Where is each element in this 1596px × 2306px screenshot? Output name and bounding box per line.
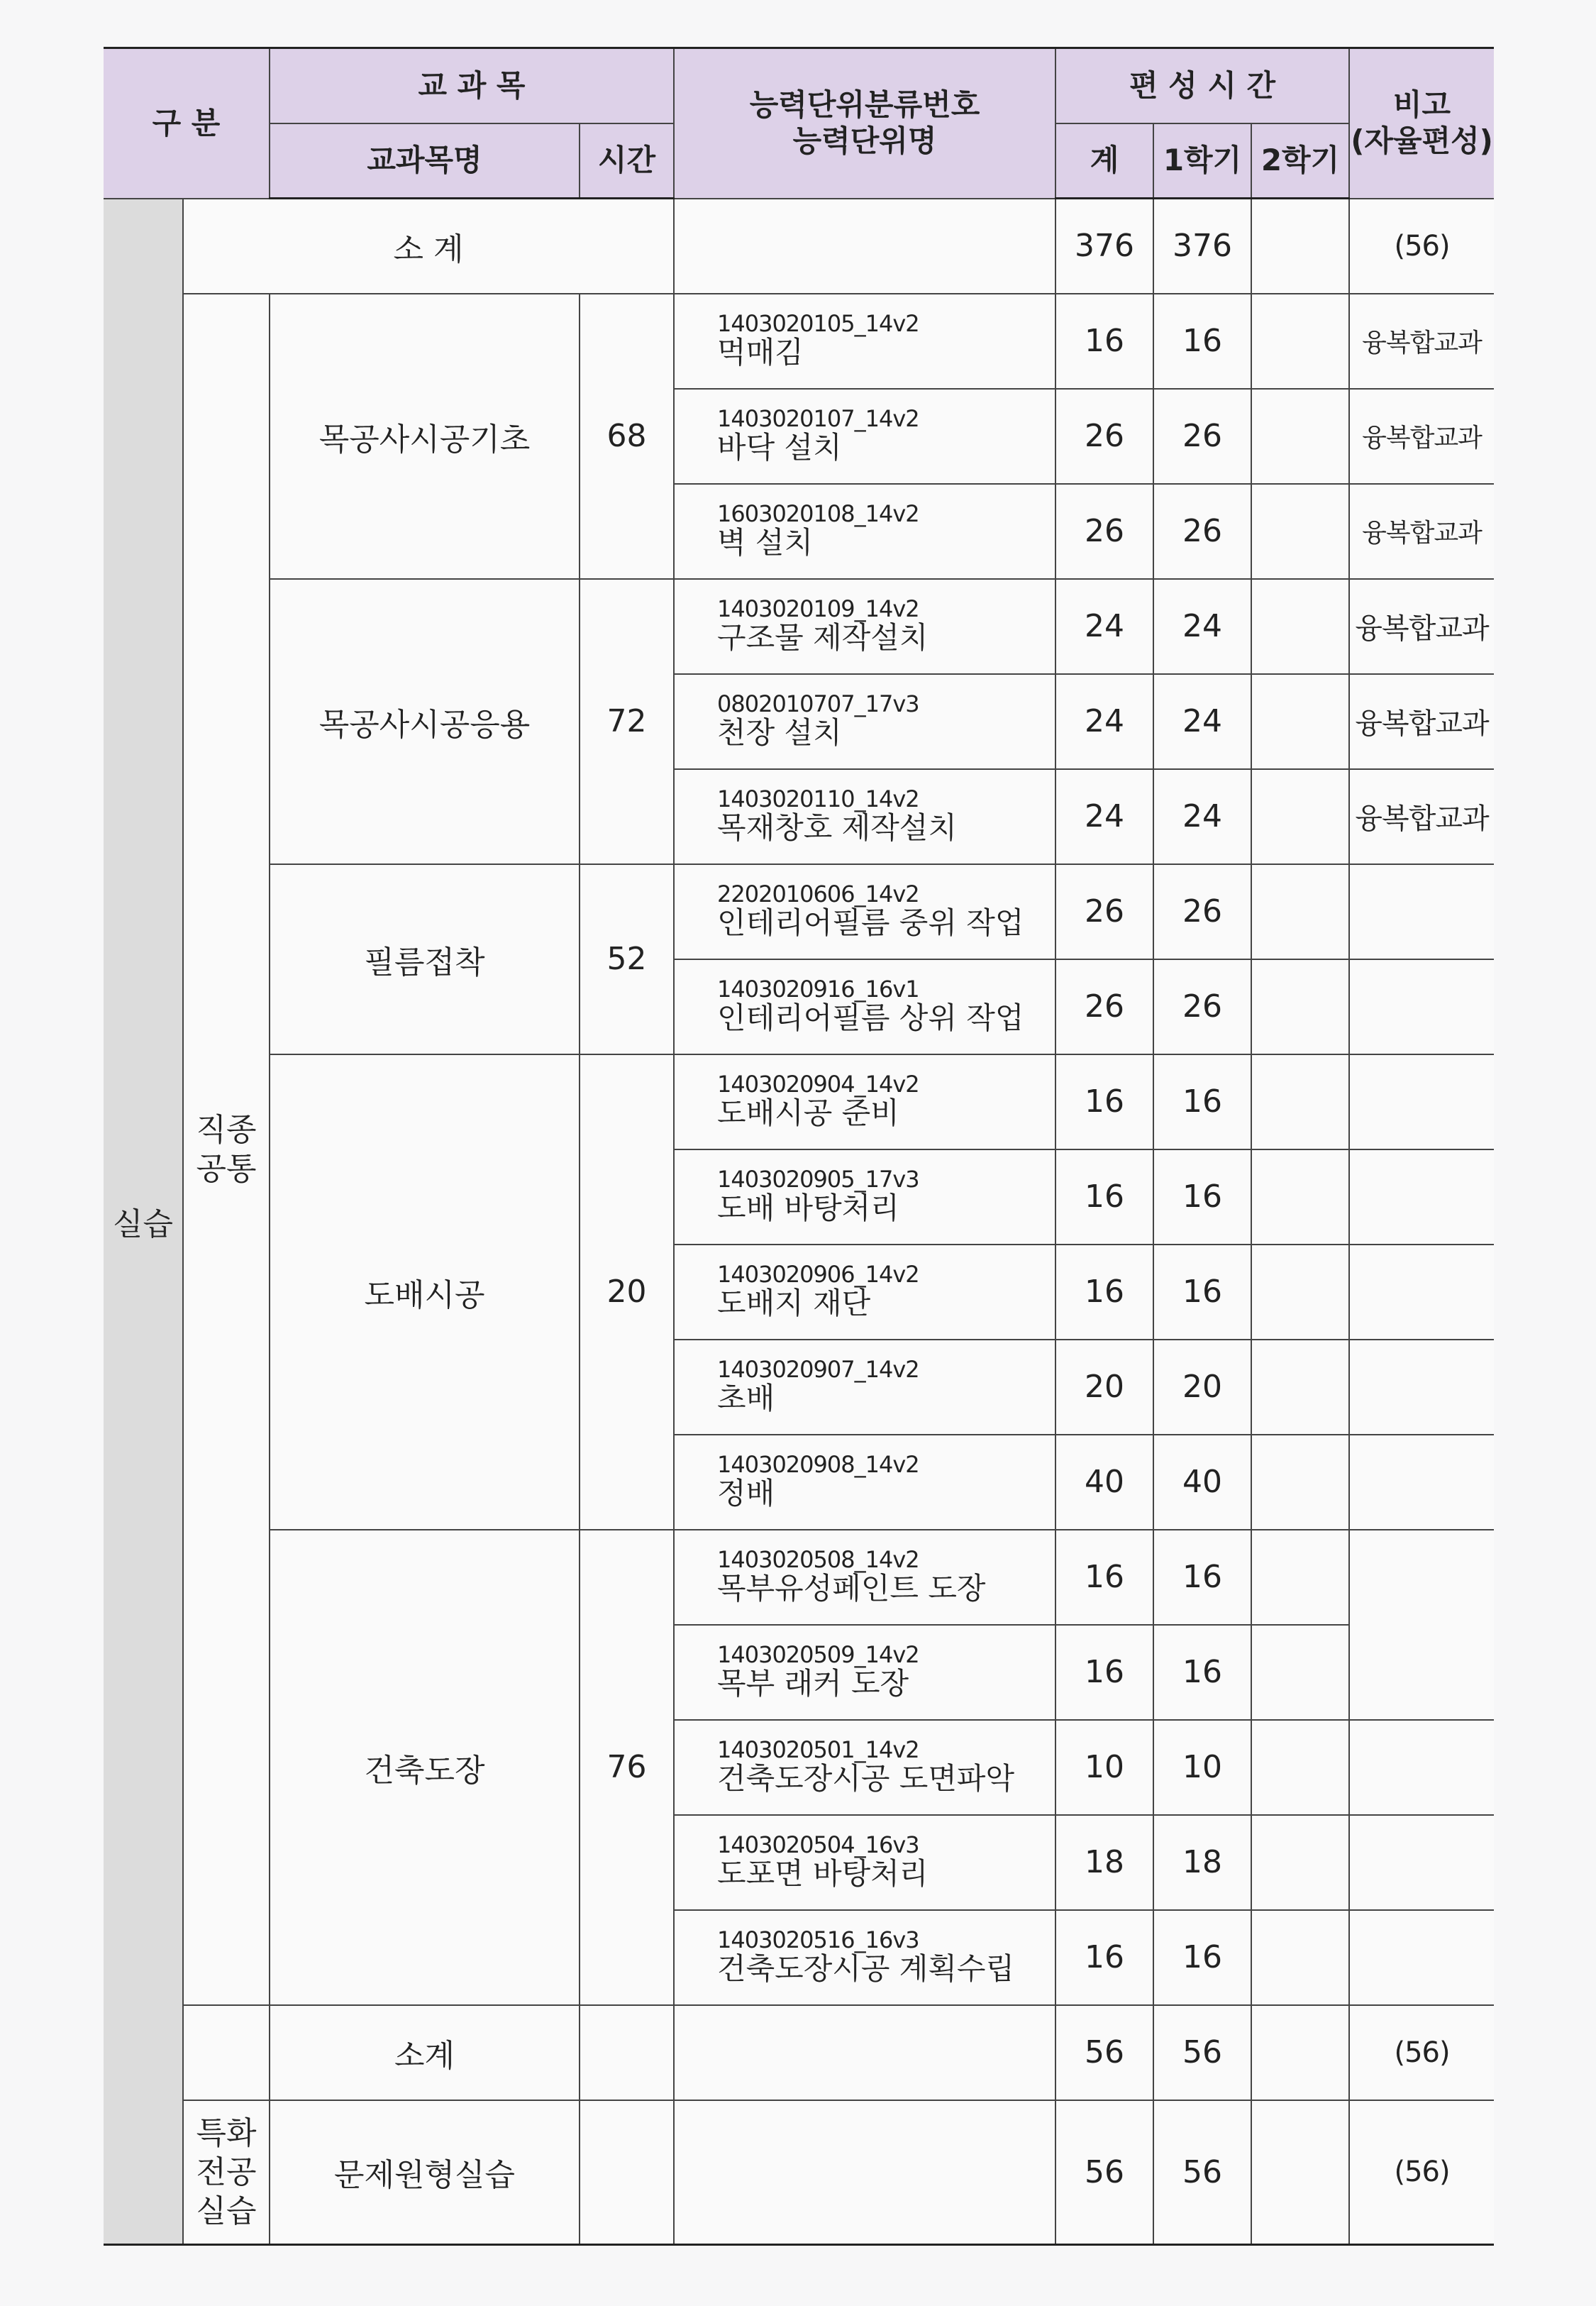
unit-code: 1403020105_14v2 xyxy=(717,309,919,337)
category-main: 실습 xyxy=(104,199,183,2245)
unit-name: 천장 설치 xyxy=(717,715,842,751)
unit-total: 16 xyxy=(1055,1910,1153,2005)
unit-total: 24 xyxy=(1055,674,1153,769)
unit-sem1: 16 xyxy=(1153,1245,1251,1340)
header-subject-group: 교 과 목 xyxy=(270,48,674,123)
unit-name: 목재창호 제작설치 xyxy=(717,810,957,846)
unit-sem2 xyxy=(1251,769,1349,864)
header-sem1: 1학기 xyxy=(1153,123,1251,199)
unit-note xyxy=(1349,1815,1494,1910)
unit-name: 도배 바탕처리 xyxy=(717,1191,899,1226)
unit-code: 0802010707_17v3 xyxy=(717,690,919,717)
unit-code: 1403020509_14v2 xyxy=(717,1640,919,1668)
unit-cell xyxy=(674,1245,1055,1340)
header-note-title: 비고 xyxy=(1392,87,1451,123)
unit-sem2 xyxy=(1251,1625,1349,1720)
subject-hours: 20 xyxy=(580,1054,674,1530)
unit-cell xyxy=(674,674,1055,769)
unit-sem1: 26 xyxy=(1153,389,1251,484)
unit-name: 인테리어필름 상위 작업 xyxy=(717,1000,1024,1036)
subject-hours: 72 xyxy=(580,579,674,864)
unit-sem2 xyxy=(1251,1435,1349,1530)
subject-hours: 76 xyxy=(580,1530,674,2005)
unit-sem1: 10 xyxy=(1153,1720,1251,1815)
header-sem2: 2학기 xyxy=(1251,123,1349,199)
category-common-line1: 직종 xyxy=(196,1111,257,1148)
unit-note xyxy=(1349,1245,1494,1340)
subtotal-special-sem1: 56 xyxy=(1153,2005,1251,2100)
unit-name: 초배 xyxy=(717,1381,775,1416)
unit-sem2 xyxy=(1251,579,1349,674)
unit-name: 목부유성페인트 도장 xyxy=(717,1571,986,1606)
special-note: (56) xyxy=(1349,2100,1494,2245)
unit-total: 26 xyxy=(1055,959,1153,1054)
subtotal-special-hours xyxy=(580,2005,674,2100)
unit-sem1: 18 xyxy=(1153,1815,1251,1910)
unit-total: 26 xyxy=(1055,864,1153,959)
header-unit xyxy=(674,48,1055,199)
subtotal-special-unit xyxy=(674,2005,1055,2100)
unit-note xyxy=(1349,1054,1494,1149)
unit-total: 26 xyxy=(1055,389,1153,484)
unit-total: 24 xyxy=(1055,579,1153,674)
unit-note: 융복합교과 xyxy=(1349,674,1494,769)
unit-sem1: 24 xyxy=(1153,769,1251,864)
unit-code: 1403020516_16v3 xyxy=(717,1926,919,1953)
subtotal-special-total: 56 xyxy=(1055,2005,1153,2100)
table-row xyxy=(104,1530,1494,1625)
header-schedule: 편 성 시 간 xyxy=(1055,48,1349,123)
unit-note xyxy=(1349,1720,1494,1815)
table-row xyxy=(104,579,1494,674)
unit-code: 1403020904_14v2 xyxy=(717,1070,919,1098)
subtotal-special-cat xyxy=(183,2005,270,2100)
unit-sem1: 16 xyxy=(1153,1625,1251,1720)
unit-note: 융복합교과 xyxy=(1349,484,1494,579)
unit-sem1: 16 xyxy=(1153,294,1251,389)
curriculum-table xyxy=(104,47,1494,2246)
unit-sem1: 26 xyxy=(1153,484,1251,579)
table-row xyxy=(104,2100,1494,2245)
unit-sem2 xyxy=(1251,389,1349,484)
unit-total: 10 xyxy=(1055,1720,1153,1815)
unit-code: 1403020908_14v2 xyxy=(717,1450,919,1478)
header-hours: 시간 xyxy=(580,123,674,199)
unit-code: 2202010606_14v2 xyxy=(717,880,919,907)
header-note xyxy=(1349,48,1494,199)
special-hours xyxy=(580,2100,674,2245)
unit-total: 16 xyxy=(1055,1149,1153,1245)
unit-cell xyxy=(674,1625,1055,1720)
unit-sem2 xyxy=(1251,864,1349,959)
unit-code: 1403020501_14v2 xyxy=(717,1736,919,1763)
unit-note xyxy=(1349,1149,1494,1245)
subtotal-sem1: 376 xyxy=(1153,199,1251,294)
subject-hours: 52 xyxy=(580,864,674,1054)
unit-sem2 xyxy=(1251,1340,1349,1435)
unit-cell xyxy=(674,1815,1055,1910)
unit-name: 바닥 설치 xyxy=(717,430,842,465)
subject-name: 도배시공 xyxy=(270,1054,580,1530)
unit-code: 1403020907_14v2 xyxy=(717,1355,919,1383)
unit-sem2 xyxy=(1251,294,1349,389)
unit-sem1: 16 xyxy=(1153,1149,1251,1245)
subject-name: 목공사시공기초 xyxy=(270,294,580,579)
subtotal-empty xyxy=(674,199,1055,294)
unit-sem1: 26 xyxy=(1153,959,1251,1054)
unit-total: 24 xyxy=(1055,769,1153,864)
unit-code: 1603020108_14v2 xyxy=(717,500,919,527)
header-note-sub: (자율편성) xyxy=(1351,123,1493,158)
unit-cell xyxy=(674,294,1055,389)
table-row xyxy=(104,1054,1494,1149)
unit-note xyxy=(1349,864,1494,959)
unit-code: 1403020916_16v1 xyxy=(717,975,919,1003)
special-sem2 xyxy=(1251,2100,1349,2245)
unit-cell xyxy=(674,864,1055,959)
unit-total: 16 xyxy=(1055,1245,1153,1340)
unit-note xyxy=(1349,959,1494,1054)
unit-sem1: 16 xyxy=(1153,1054,1251,1149)
header-total: 계 xyxy=(1055,123,1153,199)
unit-note: 융복합교과 xyxy=(1349,769,1494,864)
unit-note xyxy=(1349,1340,1494,1435)
unit-total: 16 xyxy=(1055,294,1153,389)
unit-name: 정배 xyxy=(717,1476,775,1511)
unit-cell xyxy=(674,484,1055,579)
unit-total: 26 xyxy=(1055,484,1153,579)
unit-sem1: 24 xyxy=(1153,674,1251,769)
category-common xyxy=(183,294,270,2005)
unit-code: 1403020107_14v2 xyxy=(717,404,919,432)
header-unit-name: 능력단위명 xyxy=(792,123,937,158)
unit-name: 인테리어필름 중위 작업 xyxy=(717,905,1024,941)
special-total: 56 xyxy=(1055,2100,1153,2245)
unit-note xyxy=(1349,1435,1494,1530)
special-sem1: 56 xyxy=(1153,2100,1251,2245)
unit-cell xyxy=(674,389,1055,484)
unit-total: 16 xyxy=(1055,1054,1153,1149)
category-special-line3: 실습 xyxy=(196,2192,257,2229)
header-category: 구 분 xyxy=(104,48,270,199)
unit-note: 융복합교과 xyxy=(1349,389,1494,484)
unit-note xyxy=(1349,1530,1494,1720)
unit-name: 건축도장시공 계획수립 xyxy=(717,1951,1015,1987)
subtotal-special-label: 소계 xyxy=(270,2005,580,2100)
unit-note xyxy=(1349,1910,1494,2005)
unit-cell xyxy=(674,1720,1055,1815)
unit-total: 40 xyxy=(1055,1435,1153,1530)
unit-sem2 xyxy=(1251,1149,1349,1245)
unit-cell xyxy=(674,1530,1055,1625)
category-special-line1: 특화 xyxy=(196,2114,257,2151)
unit-cell xyxy=(674,1340,1055,1435)
unit-sem1: 26 xyxy=(1153,864,1251,959)
subtotal-note: (56) xyxy=(1349,199,1494,294)
subject-hours: 68 xyxy=(580,294,674,579)
table-row xyxy=(104,864,1494,959)
unit-name: 도배지 재단 xyxy=(717,1286,871,1321)
subtotal-special-sem2 xyxy=(1251,2005,1349,2100)
unit-name: 건축도장시공 도면파악 xyxy=(717,1761,1015,1797)
subtotal-sem2 xyxy=(1251,199,1349,294)
category-special xyxy=(183,2100,270,2245)
special-subject-name: 문제원형실습 xyxy=(270,2100,580,2245)
unit-sem1: 24 xyxy=(1153,579,1251,674)
subject-name: 건축도장 xyxy=(270,1530,580,2005)
unit-cell xyxy=(674,1149,1055,1245)
unit-sem1: 20 xyxy=(1153,1340,1251,1435)
table-row xyxy=(104,199,1494,294)
unit-code: 1403020905_17v3 xyxy=(717,1165,919,1193)
unit-cell xyxy=(674,579,1055,674)
unit-total: 16 xyxy=(1055,1530,1153,1625)
unit-total: 20 xyxy=(1055,1340,1153,1435)
unit-name: 먹매김 xyxy=(717,335,804,370)
special-unit xyxy=(674,2100,1055,2245)
header-unit-code: 능력단위분류번호 xyxy=(749,87,980,123)
subtotal-label: 소 계 xyxy=(183,199,674,294)
category-special-line2: 전공 xyxy=(196,2153,257,2190)
unit-code: 1403020110_14v2 xyxy=(717,785,919,812)
subtotal-special-note: (56) xyxy=(1349,2005,1494,2100)
unit-cell xyxy=(674,1054,1055,1149)
unit-cell xyxy=(674,1910,1055,2005)
unit-sem2 xyxy=(1251,1054,1349,1149)
unit-sem1: 16 xyxy=(1153,1910,1251,2005)
table-row xyxy=(104,294,1494,389)
unit-sem2 xyxy=(1251,1815,1349,1910)
category-common-line2: 공통 xyxy=(196,1150,257,1187)
unit-sem2 xyxy=(1251,484,1349,579)
unit-note: 융복합교과 xyxy=(1349,294,1494,389)
unit-code: 1403020109_14v2 xyxy=(717,595,919,622)
unit-cell xyxy=(674,1435,1055,1530)
unit-note: 융복합교과 xyxy=(1349,579,1494,674)
unit-sem2 xyxy=(1251,959,1349,1054)
unit-cell xyxy=(674,769,1055,864)
unit-sem2 xyxy=(1251,1245,1349,1340)
unit-code: 1403020504_16v3 xyxy=(717,1831,919,1858)
unit-sem2 xyxy=(1251,1530,1349,1625)
header-subject-name: 교과목명 xyxy=(270,123,580,199)
unit-code: 1403020508_14v2 xyxy=(717,1545,919,1573)
unit-total: 18 xyxy=(1055,1815,1153,1910)
unit-sem2 xyxy=(1251,1910,1349,2005)
subject-name: 목공사시공응용 xyxy=(270,579,580,864)
subject-name: 필름접착 xyxy=(270,864,580,1054)
unit-sem2 xyxy=(1251,674,1349,769)
table-row xyxy=(104,2005,1494,2100)
unit-name: 도포면 바탕처리 xyxy=(717,1856,929,1892)
unit-name: 목부 래커 도장 xyxy=(717,1666,909,1701)
unit-sem1: 40 xyxy=(1153,1435,1251,1530)
unit-sem1: 16 xyxy=(1153,1530,1251,1625)
unit-cell xyxy=(674,959,1055,1054)
unit-total: 16 xyxy=(1055,1625,1153,1720)
unit-name: 도배시공 준비 xyxy=(717,1096,899,1131)
unit-code: 1403020906_14v2 xyxy=(717,1260,919,1288)
unit-name: 벽 설치 xyxy=(717,525,814,561)
subtotal-total: 376 xyxy=(1055,199,1153,294)
unit-name: 구조물 제작설치 xyxy=(717,620,929,656)
unit-sem2 xyxy=(1251,1720,1349,1815)
